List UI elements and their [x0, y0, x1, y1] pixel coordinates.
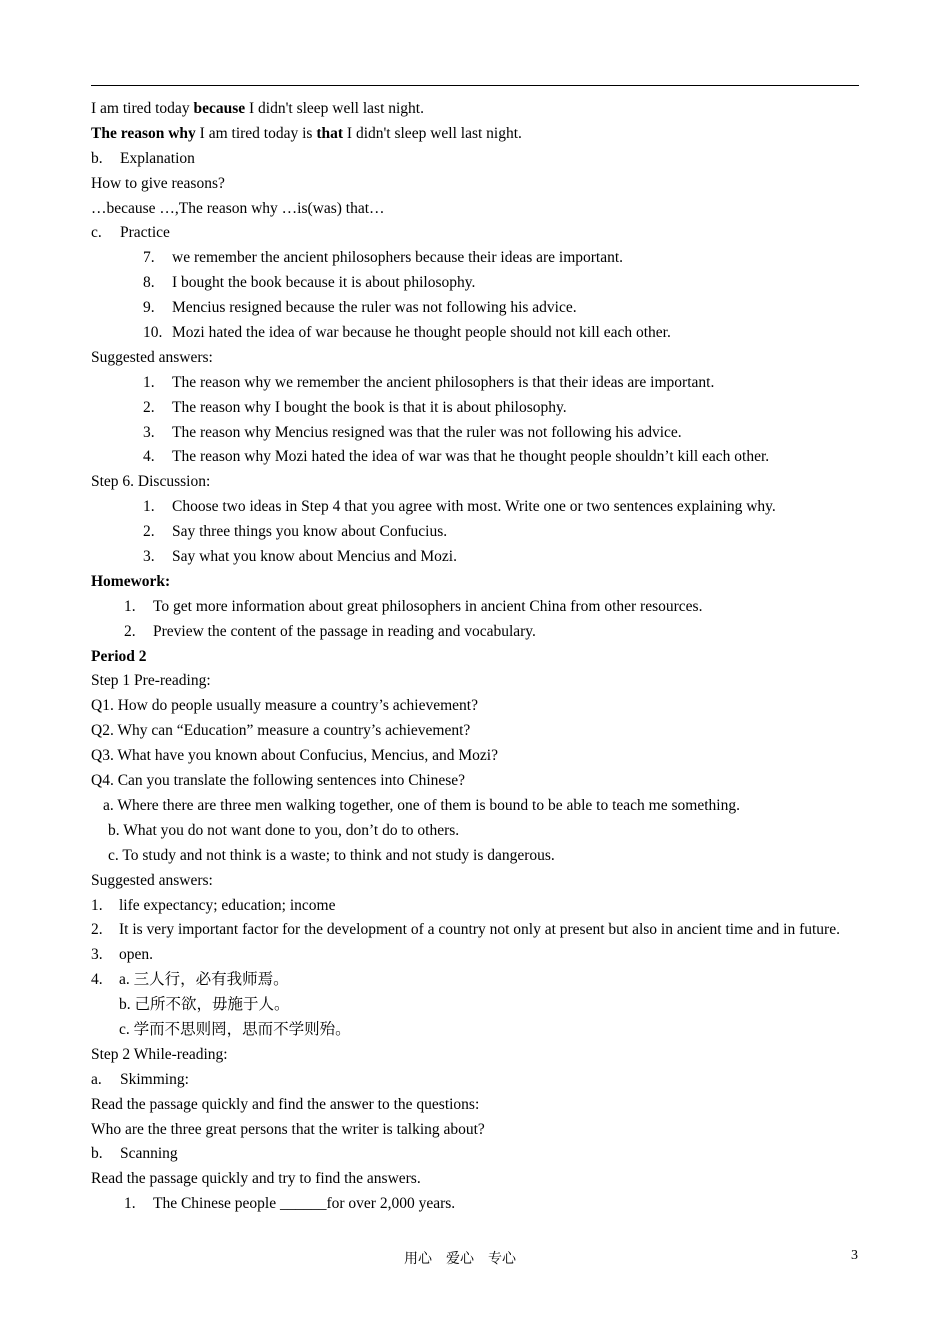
list-number: 3. [143, 548, 155, 566]
list-item [91, 620, 859, 645]
section-title: Explanation [120, 149, 195, 167]
question-q1: Q1. How do people usually measure a country’s achievement? [91, 697, 478, 715]
list-number: 4. [143, 448, 155, 466]
section-b-scanning [91, 1142, 859, 1167]
page-number: 3 [851, 1248, 858, 1263]
section-title: Scanning [120, 1145, 178, 1163]
homework-list [91, 595, 859, 645]
step2-heading: Step 2 While-reading: [91, 1045, 228, 1063]
list-number: 9. [143, 299, 155, 317]
list-item [91, 495, 859, 520]
list-text: Say what you know about Mencius and Mozi. [172, 548, 457, 566]
list-number: 1. [91, 896, 103, 914]
bold-phrase: The reason why [91, 124, 196, 142]
list-item [91, 296, 859, 321]
text: I didn't sleep well last night. [343, 124, 522, 142]
list-number: 8. [143, 274, 155, 292]
section-title: Practice [120, 224, 170, 242]
example-sentence-1 [91, 97, 859, 122]
how-question: How to give reasons? [91, 174, 225, 192]
list-text: life expectancy; education; income [119, 896, 336, 914]
step1-heading: Step 1 Pre-reading: [91, 672, 211, 690]
answer-2 [91, 918, 859, 943]
suggested-answers-label: Suggested answers: [91, 348, 213, 366]
example-sentence-2 [91, 122, 859, 147]
list-text: Preview the content of the passage in reading and vocabulary. [153, 622, 536, 640]
section-b-explanation [91, 147, 859, 172]
list-number: 2. [91, 921, 103, 939]
list-item [91, 371, 859, 396]
list-text: a. 三人行，必有我师焉。 [119, 971, 289, 989]
list-number: 7. [143, 249, 155, 267]
list-text: The Chinese people ______for over 2,000 years. [153, 1195, 456, 1213]
bold-word: that [316, 124, 344, 142]
list-text: we remember the ancient philosophers because their ideas are important. [172, 249, 624, 267]
bold-word: because [193, 100, 246, 117]
list-text: It is very important factor for the development of a country not only at present but also in ancient time and in future. [119, 921, 840, 939]
question-q4: Q4. Can you translate the following sentences into Chinese? [91, 772, 466, 790]
list-text: open. [119, 946, 154, 964]
list-item [91, 271, 859, 296]
answer-4 [91, 968, 859, 993]
list-number: 4. [91, 971, 103, 989]
list-number: 1. [143, 498, 155, 516]
skimming-instruction: Read the passage quickly and find the answer to the questions: [91, 1095, 480, 1113]
list-item [91, 246, 859, 271]
section-a-skimming [91, 1068, 859, 1093]
list-text: The reason why Mozi hated the idea of war was that he thought people shouldn’t kill each other. [172, 448, 770, 466]
list-text: To get more information about great philosophers in ancient China from other resources. [153, 597, 703, 615]
footer-motto: 用心 爱心 专心 [404, 1252, 516, 1267]
section-title: Skimming: [120, 1070, 189, 1088]
list-text: I bought the book because it is about philosophy. [172, 274, 476, 292]
list-item [91, 445, 859, 470]
list-text: Say three things you know about Confucius. [172, 523, 448, 541]
suggested-answers-list [91, 371, 859, 471]
list-item [91, 545, 859, 570]
question-q2: Q2. Why can “Education” measure a country’s achievement? [91, 722, 471, 740]
suggested-answers-label-2: Suggested answers: [91, 871, 213, 889]
section-c-practice [91, 221, 859, 246]
list-item [91, 1192, 859, 1217]
answer-4-b: b. 己所不欲，毋施于人。 [119, 996, 290, 1014]
list-marker: b. [91, 149, 103, 167]
list-marker: a. [91, 1070, 102, 1088]
q4-item-a: a. Where there are three men walking together, one of them is bound to be able to teach me something. [103, 796, 740, 814]
list-marker: b. [91, 1145, 103, 1163]
reason-pattern: …because …,The reason why …is(was) that… [91, 199, 385, 217]
list-number: 2. [143, 398, 155, 416]
list-item [91, 321, 859, 346]
step6-heading: Step 6. Discussion: [91, 473, 211, 491]
text: I am tired today is [195, 124, 317, 142]
list-item [91, 520, 859, 545]
list-number: 1. [124, 1195, 136, 1213]
list-item [91, 595, 859, 620]
document-body [91, 97, 859, 1217]
scanning-instruction: Read the passage quickly and try to find the answers. [91, 1170, 421, 1188]
list-number: 2. [124, 622, 136, 640]
answer-3 [91, 943, 859, 968]
list-text: The reason why we remember the ancient philosophers is that their ideas are important. [172, 373, 715, 391]
text: I didn't sleep well last night. [245, 100, 424, 117]
list-item [91, 396, 859, 421]
list-text: Mozi hated the idea of war because he thought people should not kill each other. [172, 324, 671, 342]
list-number: 10. [143, 324, 163, 342]
list-number: 1. [143, 373, 155, 391]
q4-item-c: c. To study and not think is a waste; to think and not study is dangerous. [108, 846, 555, 864]
list-number: 2. [143, 523, 155, 541]
list-number: 3. [143, 423, 155, 441]
skimming-question: Who are the three great persons that the writer is talking about? [91, 1120, 485, 1138]
step6-list [91, 495, 859, 570]
list-text: The reason why I bought the book is that it is about philosophy. [172, 398, 567, 416]
list-text: Mencius resigned because the ruler was not following his advice. [172, 299, 577, 317]
q4-item-b: b. What you do not want done to you, don’t do to others. [108, 821, 460, 839]
answer-1 [91, 894, 859, 919]
list-number: 3. [91, 946, 103, 964]
list-marker: c. [91, 224, 102, 242]
question-q3: Q3. What have you known about Confucius, Mencius, and Mozi? [91, 747, 498, 765]
list-number: 1. [124, 597, 136, 615]
list-text: Choose two ideas in Step 4 that you agree with most. Write one or two sentences explaining why. [172, 498, 776, 516]
text: I am tired today [91, 100, 194, 117]
period-2-heading: Period 2 [91, 647, 147, 665]
practice-list [91, 246, 859, 346]
list-item [91, 421, 859, 446]
homework-heading: Homework: [91, 572, 171, 590]
header-rule [91, 85, 859, 86]
list-text: The reason why Mencius resigned was that the ruler was not following his advice. [172, 423, 682, 441]
answer-4-c: c. 学而不思则罔，思而不学则殆。 [119, 1020, 351, 1038]
